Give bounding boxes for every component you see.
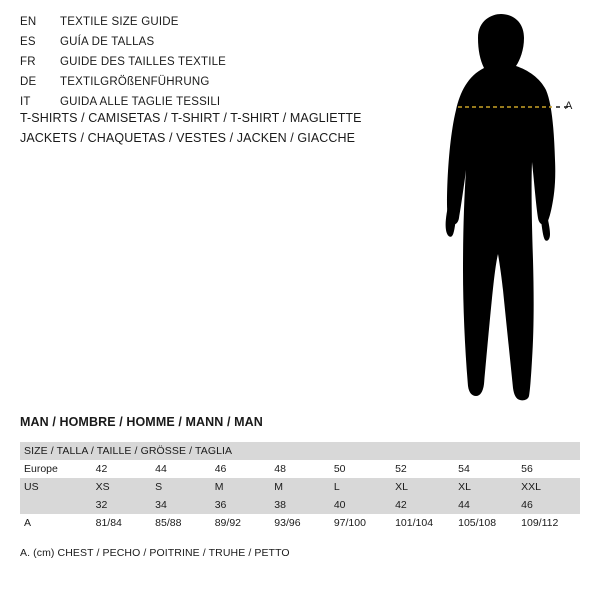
language-list (20, 16, 400, 116)
cell: XXL (521, 481, 542, 493)
cell: M (214, 481, 224, 493)
row-label-europe: Europe (24, 463, 58, 475)
cell: 42 (95, 463, 108, 475)
cell: 81/84 (95, 517, 122, 529)
cell: M (274, 481, 284, 493)
cell: 97/100 (333, 517, 366, 529)
table-title: MAN / HOMBRE / HOMME / MANN / MAN (20, 415, 263, 429)
language-row (20, 16, 400, 36)
cell: 44 (155, 463, 167, 475)
table-header-row (20, 442, 580, 460)
language-text: GUÍA DE TALLAS (60, 36, 155, 48)
cell: 44 (458, 499, 470, 511)
category-list (20, 111, 420, 151)
language-row (20, 36, 400, 56)
table-header-label: SIZE / TALLA / TAILLE / GRÖSSE / TAGLIA (24, 445, 233, 457)
table-row (20, 514, 580, 532)
cell: 105/108 (458, 517, 497, 529)
silhouette-icon (400, 10, 600, 410)
measure-label-a: A (565, 100, 573, 112)
language-code: ES (20, 36, 36, 48)
language-text: TEXTILGRÖßENFÜHRUNG (60, 76, 210, 88)
cell: S (155, 481, 163, 493)
cell: 42 (395, 499, 407, 511)
language-row (20, 76, 400, 96)
row-label-a: A (24, 517, 32, 529)
cell: XL (458, 481, 471, 493)
cell: 93/96 (274, 517, 301, 529)
table-row (20, 496, 580, 514)
table-row (20, 460, 580, 478)
language-text: GUIDE DES TAILLES TEXTILE (60, 56, 227, 68)
language-text: GUIDA ALLE TAGLIE TESSILI (60, 96, 221, 108)
cell: 109/112 (521, 517, 559, 529)
male-silhouette-figure (400, 10, 600, 410)
size-table (20, 442, 580, 532)
row-label-blank (20, 496, 92, 514)
cell: 89/92 (214, 517, 241, 529)
cell: 40 (333, 499, 346, 511)
cell: 46 (214, 463, 227, 475)
cell: XL (395, 481, 408, 493)
cell: 38 (274, 499, 286, 511)
cell: 52 (395, 463, 407, 475)
category-tshirts: T-SHIRTS / CAMISETAS / T-SHIRT / T-SHIRT / MAGLIETTE (20, 111, 362, 125)
cell: XS (95, 481, 110, 493)
cell: 101/104 (395, 517, 434, 529)
row-label-us: US (24, 481, 39, 493)
cell: 46 (521, 499, 533, 511)
cell: L (333, 481, 340, 493)
category-jackets: JACKETS / CHAQUETAS / VESTES / JACKEN / GIACCHE (20, 131, 356, 145)
table-row (20, 478, 580, 496)
language-text: TEXTILE SIZE GUIDE (60, 16, 179, 28)
language-code: EN (20, 16, 37, 28)
language-code: DE (20, 76, 37, 88)
cell: 36 (214, 499, 227, 511)
cell: 85/88 (155, 517, 182, 529)
cell: 34 (155, 499, 167, 511)
language-code: FR (20, 56, 36, 68)
language-row (20, 56, 400, 76)
language-code: IT (20, 96, 31, 108)
cell: 56 (521, 463, 533, 475)
cell: 54 (458, 463, 470, 475)
cell: 48 (274, 463, 286, 475)
footnote-chest-measure: A. (cm) CHEST / PECHO / POITRINE / TRUHE / PETTO (20, 547, 290, 559)
cell: 32 (95, 499, 108, 511)
cell: 50 (333, 463, 346, 475)
